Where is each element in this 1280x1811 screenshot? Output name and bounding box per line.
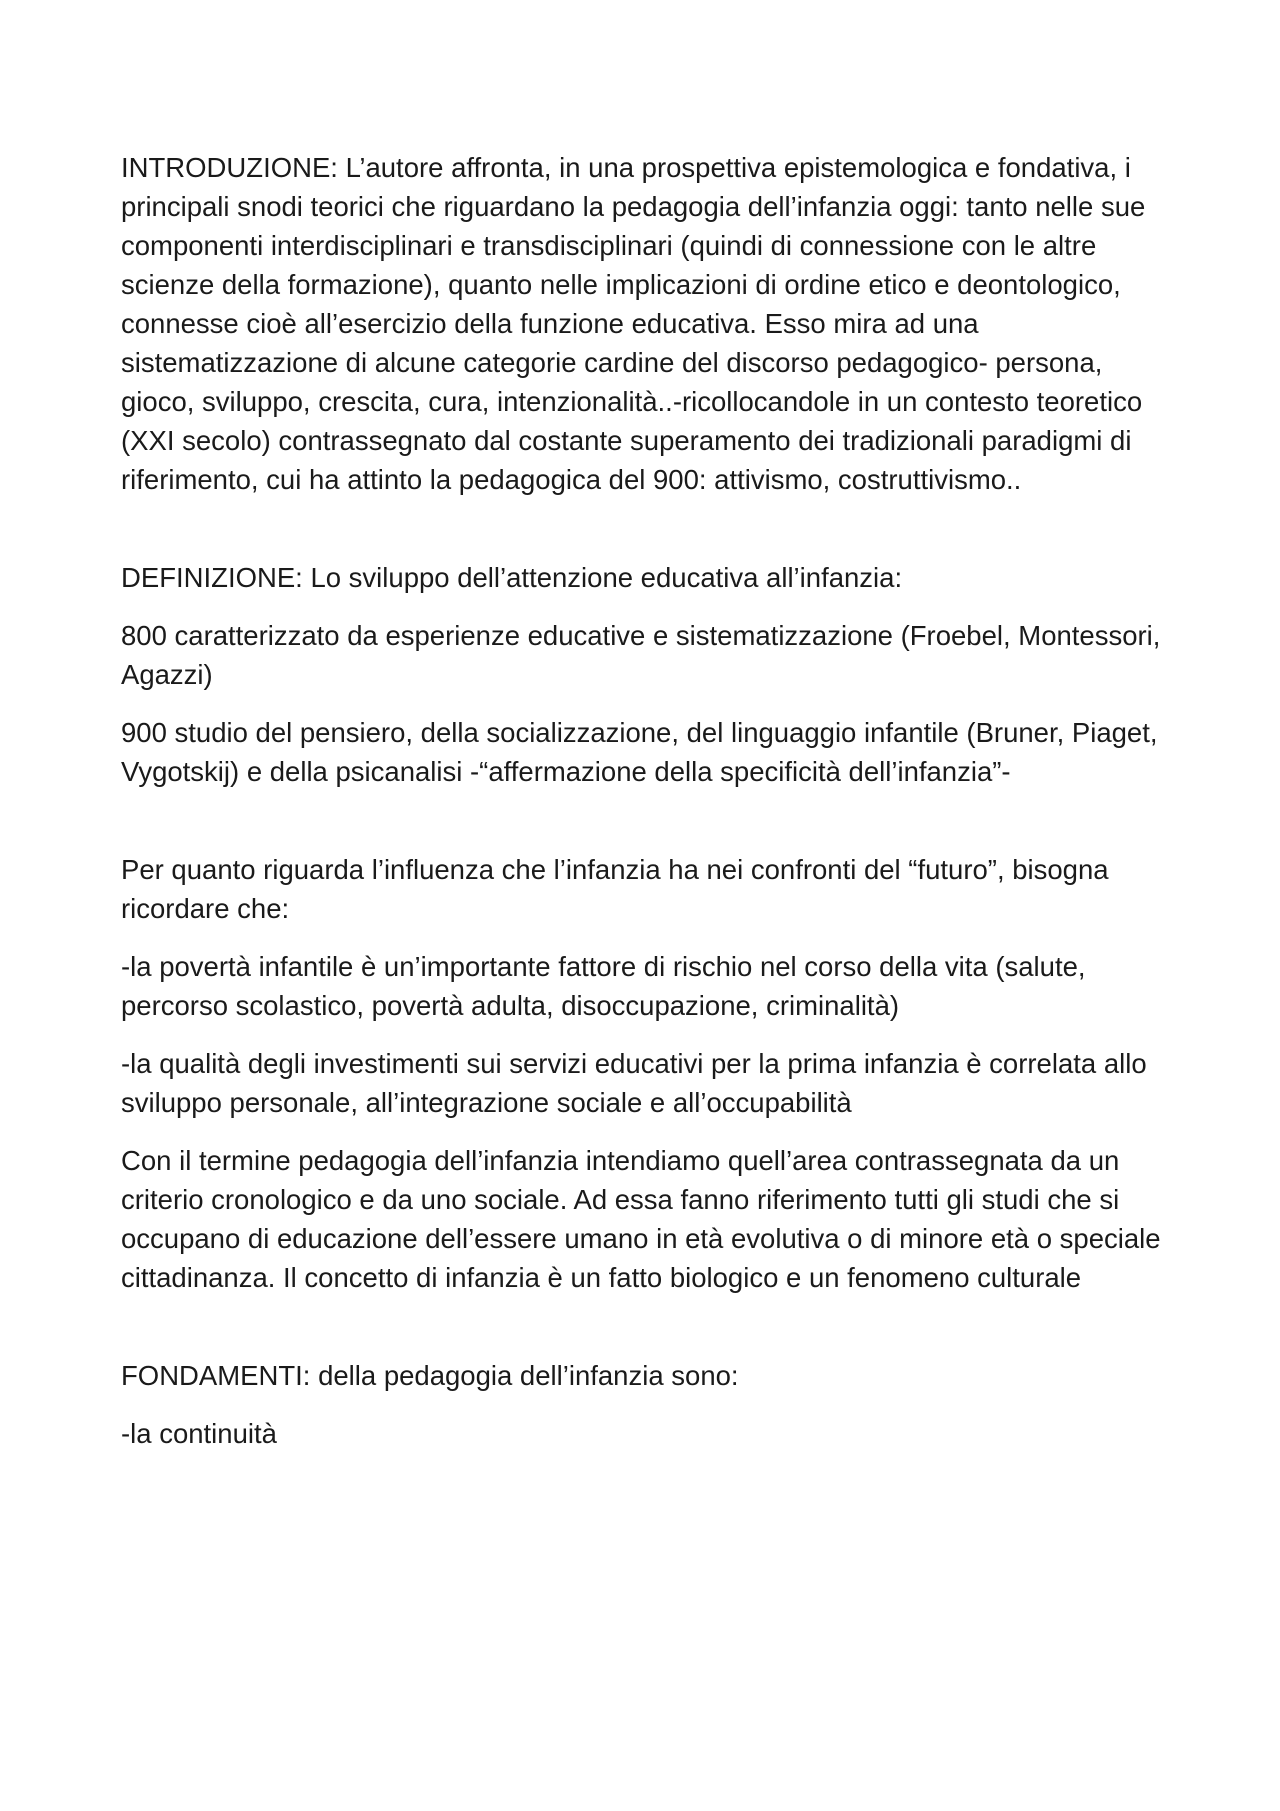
pedagogy-definition-paragraph: Con il termine pedagogia dell’infanzia intendiamo quell’area contrassegnata da un criterio cronologico e da uno sociale. Ad essa fanno riferimento tutti gli studi che si occupano di educazione dell’essere umano in età evolutiva o di minore età o speciale cittadinanza. Il concetto di infanzia è un fatto biologico e un fenomeno culturale: [121, 1145, 1161, 1293]
investment-quality-paragraph: -la qualità degli investimenti sui servizi educativi per la prima infanzia è correlata allo sviluppo personale, all’integrazione sociale e all’occupabilità: [121, 1048, 1147, 1118]
future-influence-section: [121, 850, 1170, 1297]
section-spacer: [121, 810, 1170, 850]
section-spacer: [121, 518, 1170, 558]
introduction-section: [121, 148, 1170, 499]
definition-900-paragraph: 900 studio del pensiero, della socializzazione, del linguaggio infantile (Bruner, Piaget, Vygotskij) e della psicanalisi -“affermazione della specificità dell’infanzia”-: [121, 717, 1158, 787]
foundations-section: [121, 1356, 1170, 1453]
future-intro-paragraph: Per quanto riguarda l’influenza che l’infanzia ha nei confronti del “futuro”, bisogna ricordare che:: [121, 854, 1109, 924]
definition-800-paragraph: 800 caratterizzato da esperienze educative e sistematizzazione (Froebel, Montessori, Agazzi): [121, 620, 1161, 690]
continuity-paragraph: -la continuità: [121, 1418, 277, 1449]
definition-heading-paragraph: DEFINIZIONE: Lo sviluppo dell’attenzione educativa all’infanzia:: [121, 562, 903, 593]
definition-section: [121, 558, 1170, 791]
introduction-paragraph: INTRODUZIONE: L’autore affronta, in una prospettiva epistemologica e fondativa, i principali snodi teorici che riguardano la pedagogia dell’infanzia oggi: tanto nelle sue componenti interdisciplinari e transdisciplinari (quindi di connessione con le altre scienze della formazione), quanto nelle implicazioni di ordine etico e deontologico, connesse cioè all’esercizio della funzione educativa. Esso mira ad una sistematizzazione di alcune categorie cardine del discorso pedagogico- persona, gioco, sviluppo, crescita, cura, intenzionalità..-ricollocandole in un contesto teoretico (XXI secolo) contrassegnato dal costante superamento dei tradizionali paradigmi di riferimento, cui ha attinto la pedagogica del 900: attivismo, costruttivismo..: [121, 152, 1146, 495]
section-spacer: [121, 1316, 1170, 1356]
foundations-heading-paragraph: FONDAMENTI: della pedagogia dell’infanzia sono:: [121, 1360, 739, 1391]
poverty-paragraph: -la povertà infantile è un’importante fattore di rischio nel corso della vita (salute, percorso scolastico, povertà adulta, disoccupazione, criminalità): [121, 951, 1086, 1021]
